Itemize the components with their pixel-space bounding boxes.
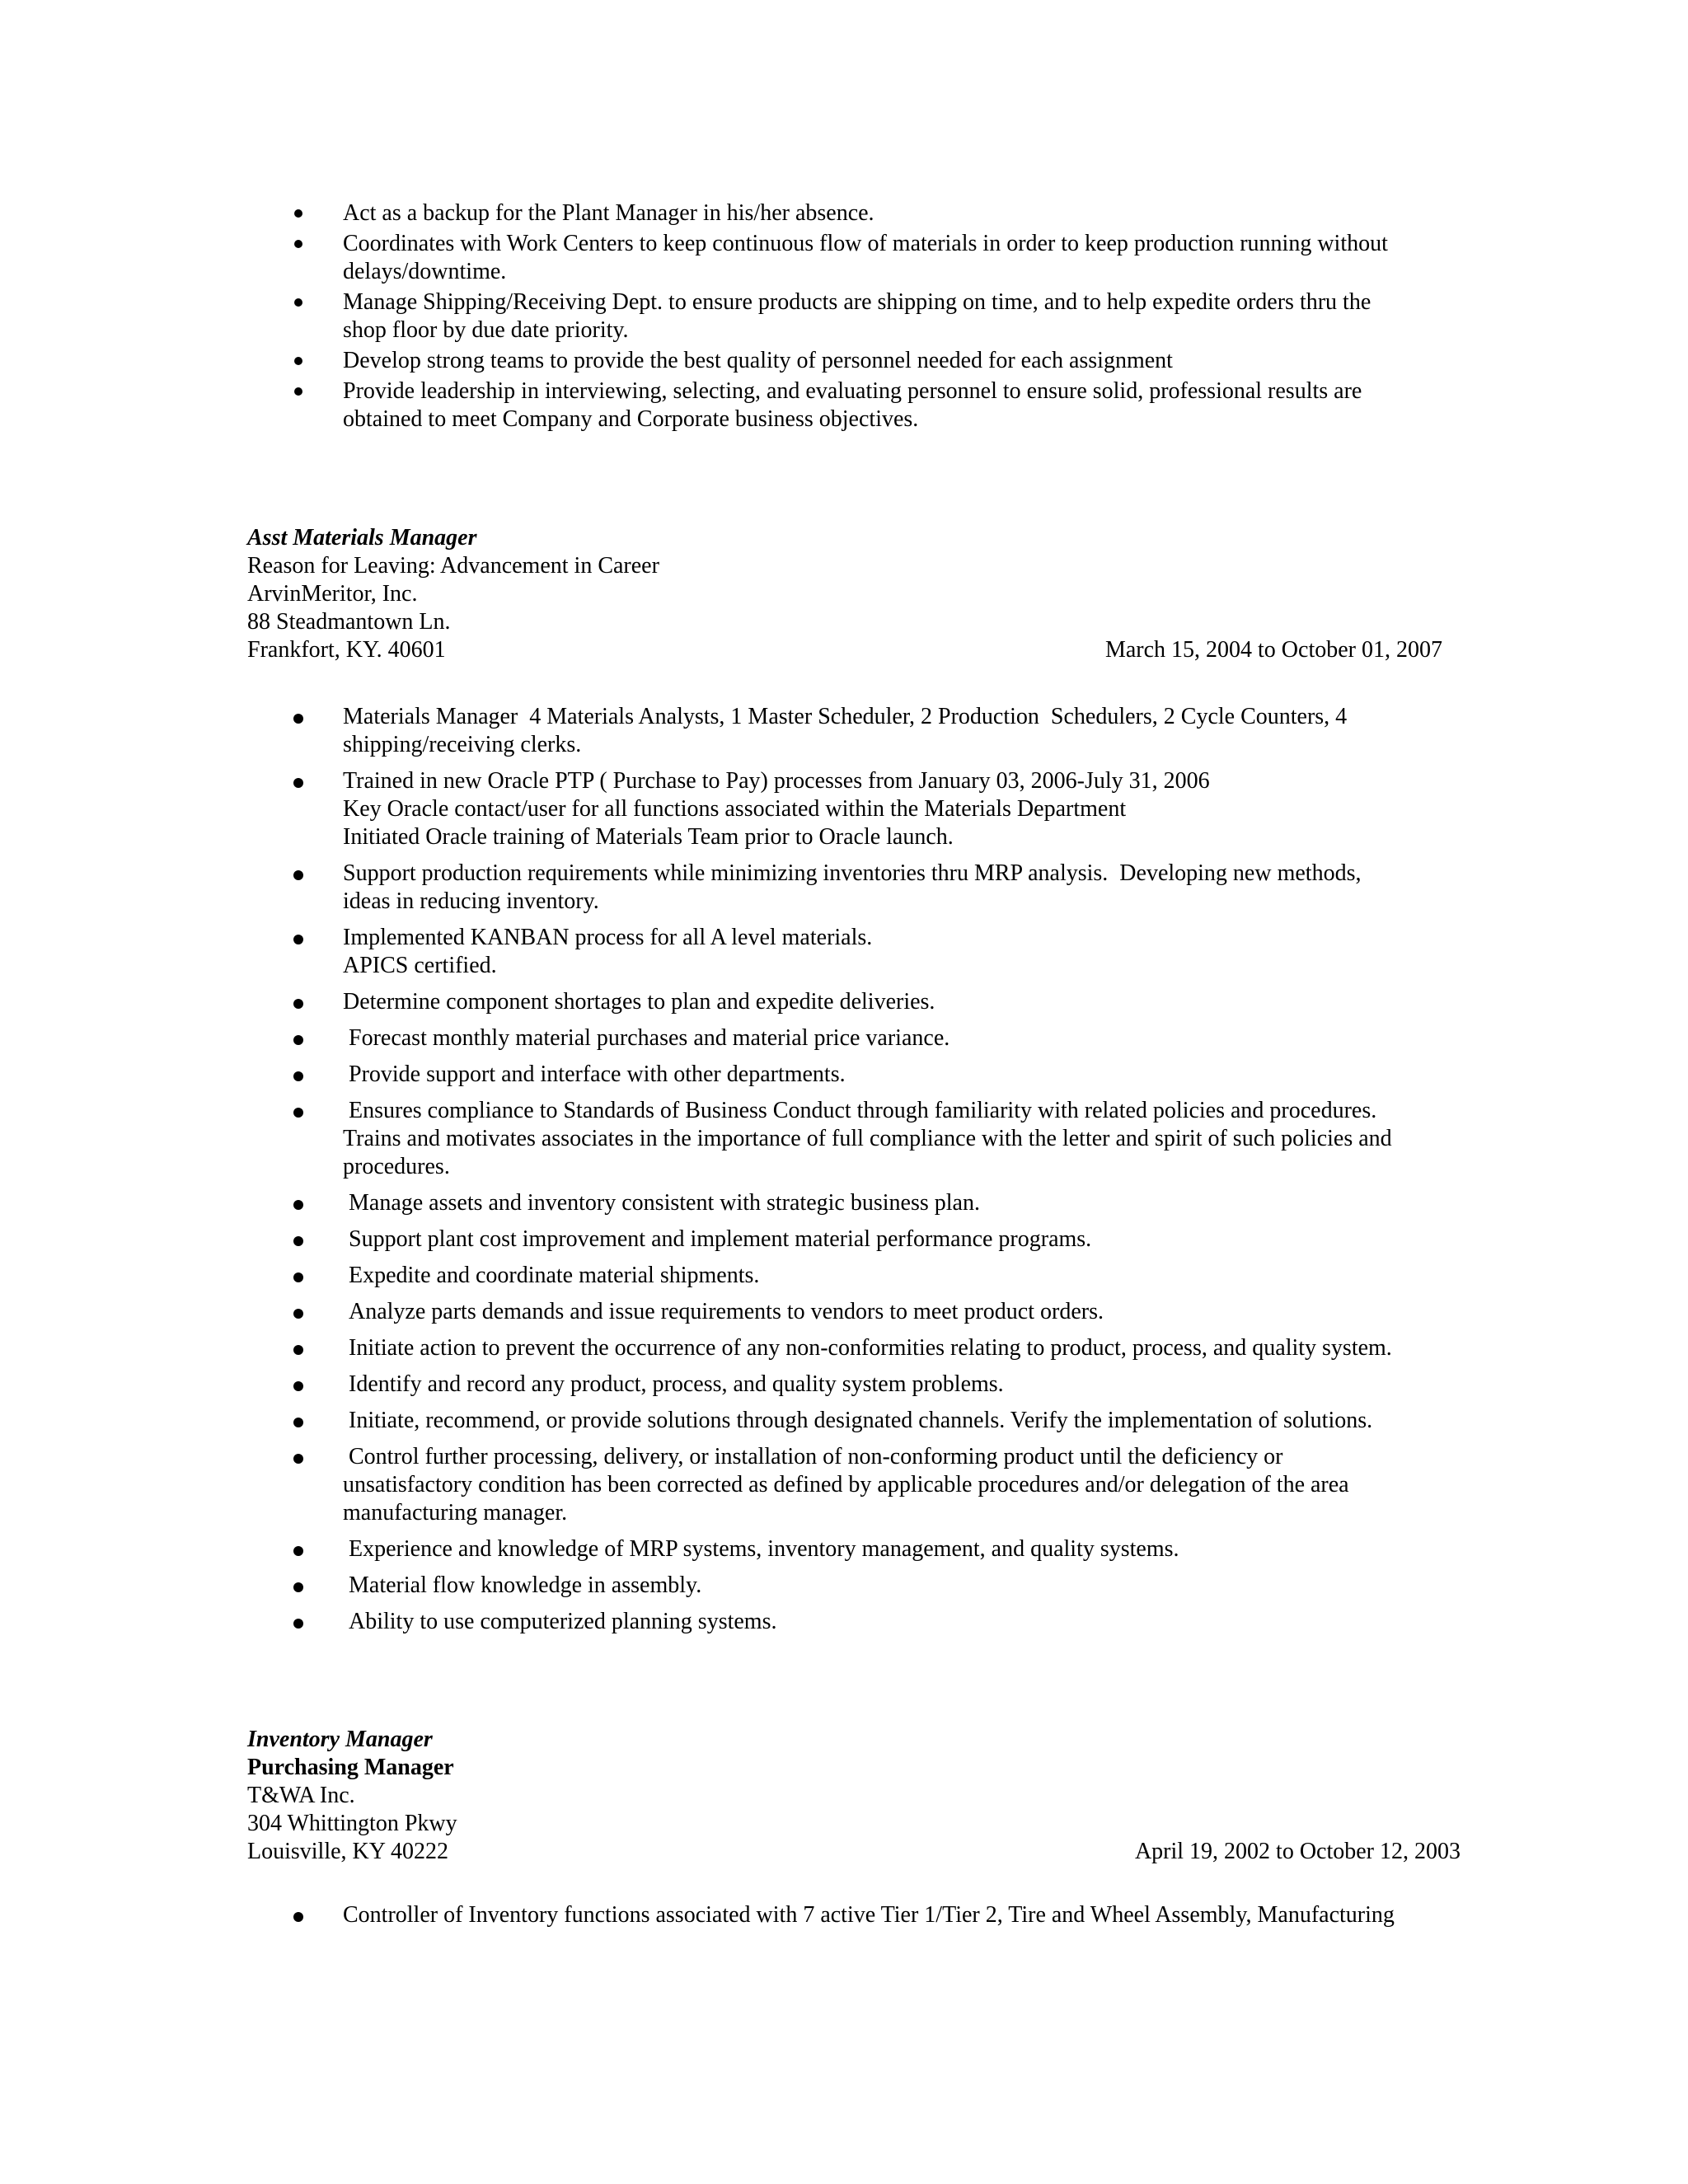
bullet-item [247, 1572, 1484, 1600]
bullet-dot-icon [293, 999, 303, 1009]
bullet-dot-icon [293, 1071, 303, 1081]
bullet-text-line: unsatisfactory condition has been corrected as defined by applicable procedures and/or delegation of the area [343, 1472, 1349, 1497]
bullet-text-line: Determine component shortages to plan and expedite deliveries. [343, 989, 935, 1015]
bullet-item [247, 1608, 1484, 1636]
bullet-item [247, 1061, 1484, 1089]
bullet-text-line: Forecast monthly material purchases and material price variance. [343, 1025, 950, 1051]
bullet-item [247, 1407, 1484, 1435]
bullet-item [247, 924, 1484, 980]
bullet-item [247, 1371, 1484, 1399]
bullet-text-line: Controller of Inventory functions associated with 7 active Tier 1/Tier 2, Tire and Wheel Assembly, Manufacturing [343, 1902, 1395, 1928]
bullet-dot-icon [294, 298, 302, 307]
bullet-dot-icon [293, 1309, 303, 1319]
bullet-dot-icon [293, 1345, 303, 1355]
job-subtitle: Purchasing Manager [247, 1755, 454, 1780]
bullet-text-line: Expedite and coordinate material shipments. [343, 1263, 760, 1288]
bullet-item [247, 988, 1484, 1016]
bullet-dot-icon [293, 1582, 303, 1592]
bullet-item [247, 347, 1484, 375]
bullet-text-line: APICS certified. [343, 953, 497, 978]
bullet-text-line: Key Oracle contact/user for all functions associated within the Materials Department [343, 796, 1127, 822]
bullet-text-line: manufacturing manager. [343, 1500, 568, 1526]
bullet-dot-icon [294, 209, 302, 218]
bullet-item [247, 1226, 1484, 1254]
bullet-text-line: obtained to meet Company and Corporate business objectives. [343, 406, 919, 432]
bullet-text-line: Trains and motivates associates in the importance of full compliance with the letter and spirit of such policies and [343, 1126, 1392, 1151]
bullet-dot-icon [293, 1381, 303, 1391]
bullet-text-line: Support plant cost improvement and implement material performance programs. [343, 1226, 1092, 1252]
bullet-item [247, 1535, 1484, 1563]
bullet-text-line: Manage assets and inventory consistent with strategic business plan. [343, 1190, 980, 1216]
bullet-text-line: Implemented KANBAN process for all A level materials. [343, 925, 873, 950]
bullet-item [247, 767, 1484, 851]
company-name: ArvinMeritor, Inc. [247, 581, 418, 607]
bullet-dot-icon [293, 1454, 303, 1464]
company-name: T&WA Inc. [247, 1783, 355, 1808]
top-bullet-list [247, 199, 1484, 436]
bullet-dot-icon [293, 1619, 303, 1629]
reason-for-leaving: Reason for Leaving: Advancement in Career [247, 553, 659, 579]
bullet-dot-icon [294, 387, 302, 396]
company-address: 88 Steadmantown Ln. [247, 609, 451, 635]
bullet-dot-icon [293, 1546, 303, 1556]
bullet-text-line: Provide leadership in interviewing, selecting, and evaluating personnel to ensure solid, professional results are [343, 378, 1362, 404]
bullet-item [247, 1334, 1484, 1362]
bullet-text-line: Identify and record any product, process, and quality system problems. [343, 1371, 1004, 1397]
company-city: Frankfort, KY. 40601 [247, 637, 446, 663]
bullet-text-line: Trained in new Oracle PTP ( Purchase to Pay) processes from January 03, 2006-July 31, 2006 [343, 768, 1210, 794]
bullet-dot-icon [293, 935, 303, 944]
bullet-item [247, 1097, 1484, 1181]
bullet-dot-icon [294, 240, 302, 248]
bullet-text-line: Provide support and interface with other departments. [343, 1062, 846, 1087]
bullet-text-line: delays/downtime. [343, 259, 507, 284]
bullet-text-line: procedures. [343, 1154, 450, 1179]
bullet-text-line: Materials Manager 4 Materials Analysts, 1 Master Scheduler, 2 Production Schedulers, 2 Cycle Counters, 4 [343, 704, 1348, 729]
bullet-text-line: Analyze parts demands and issue requirements to vendors to meet product orders. [343, 1299, 1104, 1324]
job-title: Asst Materials Manager [247, 525, 477, 551]
bullet-item [247, 230, 1484, 286]
bullet-dot-icon [294, 357, 302, 365]
employment-dates: March 15, 2004 to October 01, 2007 [1104, 637, 1442, 663]
bullet-text-line: Initiated Oracle training of Materials Team prior to Oracle launch. [343, 824, 954, 850]
bullet-item [247, 377, 1484, 434]
bullet-dot-icon [293, 1108, 303, 1118]
bullet-dot-icon [293, 1035, 303, 1045]
inventory-bullet-list [247, 1901, 1484, 1929]
company-city: Louisville, KY 40222 [247, 1839, 448, 1864]
bullet-text-line: Control further processing, delivery, or installation of non-conforming product until the deficiency or [343, 1444, 1283, 1469]
bullet-dot-icon [293, 1418, 303, 1427]
bullet-item [247, 1443, 1484, 1527]
bullet-dot-icon [293, 870, 303, 880]
bullet-item [247, 1298, 1484, 1326]
bullet-text-line: shop floor by due date priority. [343, 317, 629, 343]
bullet-item [247, 1901, 1484, 1929]
bullet-text-line: Material flow knowledge in assembly. [343, 1572, 702, 1598]
bullet-dot-icon [293, 1272, 303, 1282]
bullet-item [247, 1024, 1484, 1052]
bullet-item [247, 199, 1484, 227]
bullet-text-line: Experience and knowledge of MRP systems, inventory management, and quality systems. [343, 1536, 1179, 1562]
bullet-text-line: Initiate action to prevent the occurrence of any non-conformities relating to product, process, and quality system. [343, 1335, 1392, 1361]
bullet-item [247, 703, 1484, 759]
bullet-text-line: Coordinates with Work Centers to keep continuous flow of materials in order to keep production running without [343, 231, 1388, 256]
bullet-dot-icon [293, 1236, 303, 1246]
bullet-item [247, 1189, 1484, 1217]
bullet-text-line: Initiate, recommend, or provide solutions through designated channels. Verify the implementation of solutions. [343, 1408, 1373, 1433]
bullet-text-line: Ensures compliance to Standards of Business Conduct through familiarity with related policies and procedures. [343, 1098, 1377, 1123]
bullet-text-line: Act as a backup for the Plant Manager in his/her absence. [343, 200, 874, 226]
bullet-text-line: Ability to use computerized planning systems. [343, 1609, 777, 1634]
bullet-text-line: Support production requirements while minimizing inventories thru MRP analysis. Developing new methods, [343, 860, 1362, 886]
bullet-dot-icon [293, 714, 303, 724]
inventory-manager-header [247, 1726, 457, 1866]
bullet-item [247, 1262, 1484, 1290]
asst-bullet-list [247, 703, 1484, 1644]
bullet-dot-icon [293, 1200, 303, 1210]
bullet-text-line: shipping/receiving clerks. [343, 732, 582, 757]
company-address: 304 Whittington Pkwy [247, 1811, 457, 1836]
bullet-item [247, 860, 1484, 916]
bullet-text-line: Develop strong teams to provide the best quality of personnel needed for each assignment [343, 348, 1173, 373]
bullet-dot-icon [293, 1912, 303, 1922]
bullet-text-line: Manage Shipping/Receiving Dept. to ensure products are shipping on time, and to help expedite orders thru the [343, 289, 1372, 315]
bullet-item [247, 288, 1484, 344]
employment-dates: April 19, 2002 to October 12, 2003 [1134, 1839, 1461, 1864]
bullet-text-line: ideas in reducing inventory. [343, 888, 599, 914]
bullet-dot-icon [293, 778, 303, 788]
asst-materials-manager-header [247, 524, 659, 664]
job-title: Inventory Manager [247, 1727, 433, 1752]
